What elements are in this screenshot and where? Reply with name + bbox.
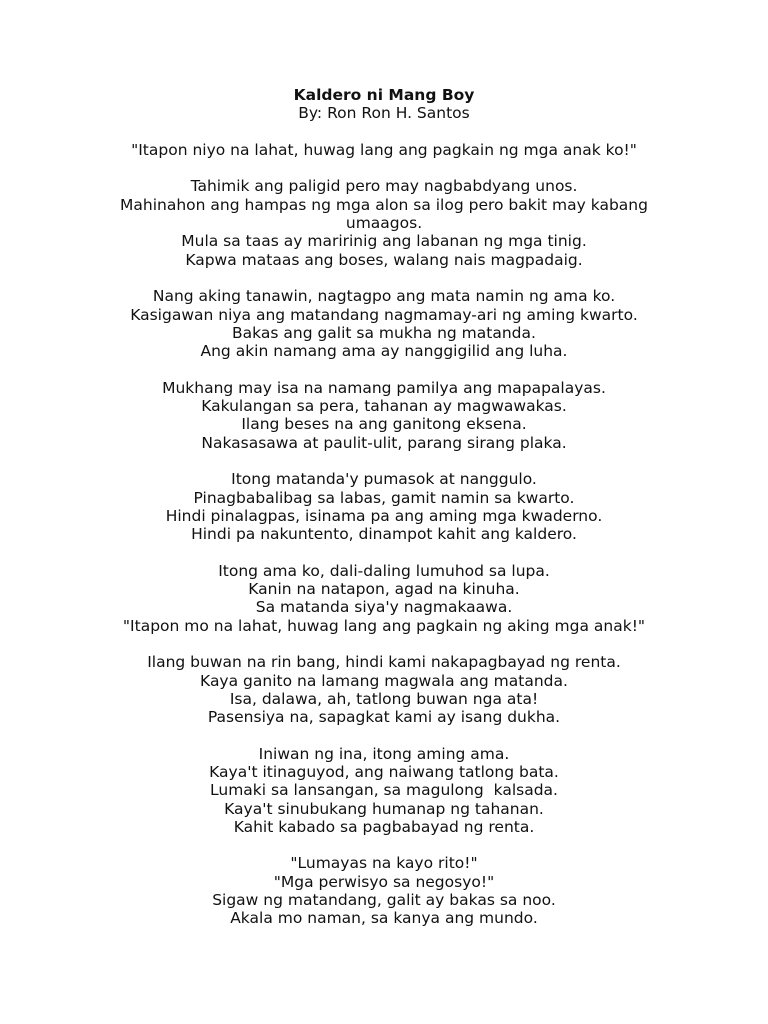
stanza-4 [0, 470, 768, 543]
poem-line: Ilang buwan na rin bang, hindi kami nakapagbayad ng renta. [147, 653, 621, 672]
poem-line: Itong matanda'y pumasok at nanggulo. [231, 470, 537, 489]
spacer [0, 123, 768, 141]
poem-line: Nang aking tanawin, nagtagpo ang mata namin ng ama ko. [152, 287, 616, 306]
spacer [0, 635, 768, 653]
poem-line: Ilang beses na ang ganitong eksena. [241, 415, 527, 434]
poem-line: Mukhang may isa na namang pamilya ang mapapalayas. [162, 378, 606, 397]
poem-line: Lumaki sa lansangan, sa magulong kalsada. [210, 781, 558, 800]
poem-epigraph: "Itapon niyo na lahat, huwag lang ang pagkain ng mga anak ko!" [131, 140, 637, 159]
spacer [0, 543, 768, 561]
poem-line: Iniwan ng ina, itong aming ama. [258, 744, 510, 763]
stanza-3 [0, 379, 768, 452]
poem-line: Kaya't itinaguyod, ang naiwang tatlong bata. [209, 762, 559, 781]
poem-line: Pasensiya na, sapagkat kami ay isang dukha. [207, 708, 561, 727]
poem-line: Hindi pinalagpas, isinama pa ang aming mga kwaderno. [165, 506, 603, 525]
stanza-8 [0, 854, 768, 927]
stanza-5 [0, 562, 768, 635]
spacer [0, 269, 768, 287]
stanza-6 [0, 653, 768, 726]
poem-line: Hindi pa nakuntento, dinampot kahit ang kaldero. [191, 525, 577, 544]
spacer [0, 452, 768, 470]
spacer [0, 159, 768, 177]
stanza-7 [0, 745, 768, 836]
stanza-2 [0, 287, 768, 360]
poem-line: Kakulangan sa pera, tahanan ay magwawakas. [201, 397, 567, 416]
poem-line: Kanin na natapon, agad na kinuha. [248, 580, 520, 599]
spacer [0, 726, 768, 744]
poem-line: Kaya't sinubukang humanap ng tahanan. [224, 799, 544, 818]
poem-line: "Mga perwisyo sa negosyo!" [273, 872, 495, 891]
poem-line: Bakas ang galit sa mukha ng matanda. [232, 323, 536, 342]
poem-line: "Lumayas na kayo rito!" [290, 854, 478, 873]
poem-title: Kaldero ni Mang Boy [293, 86, 475, 104]
poem-line: Pinagbabalibag sa labas, gamit namin sa kwarto. [193, 488, 575, 507]
poem-line: Ang akin namang ama ay nanggigilid ang luha. [200, 342, 568, 361]
poem-line: Kasigawan niya ang matandang nagmamay-ari ng aming kwarto. [130, 305, 638, 324]
poem-line: Mahinahon ang hampas ng mga alon sa ilog pero bakit may kabang umaagos. [120, 195, 648, 233]
poem-page [0, 86, 768, 928]
poem-line: Tahimik ang paligid pero may nagbabdyang unos. [190, 177, 578, 196]
poem-line: "Itapon mo na lahat, huwag lang ang pagkain ng aking mga anak!" [122, 616, 646, 635]
poem-line: Kapwa mataas ang boses, walang nais magpadaig. [185, 250, 583, 269]
stanza-1 [0, 177, 768, 268]
poem-line: Sa matanda siya'y nagmakaawa. [255, 598, 513, 617]
poem-line: Isa, dalawa, ah, tatlong buwan nga ata! [229, 689, 539, 708]
spacer [0, 360, 768, 378]
poem-line: Mula sa taas ay maririnig ang labanan ng mga tinig. [181, 232, 587, 251]
poem-line: Nakasasawa at paulit-ulit, parang sirang plaka. [201, 433, 567, 452]
poem-line: Sigaw ng matandang, galit ay bakas sa noo. [212, 891, 556, 910]
poem-line: Kahit kabado sa pagbabayad ng renta. [233, 817, 535, 836]
poem-author: By: Ron Ron H. Santos [298, 104, 470, 123]
spacer [0, 836, 768, 854]
poem-line: Itong ama ko, dali-daling lumuhod sa lupa. [218, 561, 550, 580]
poem-line: Kaya ganito na lamang magwala ang matanda. [200, 671, 568, 690]
poem-line: Akala mo naman, sa kanya ang mundo. [230, 909, 538, 928]
